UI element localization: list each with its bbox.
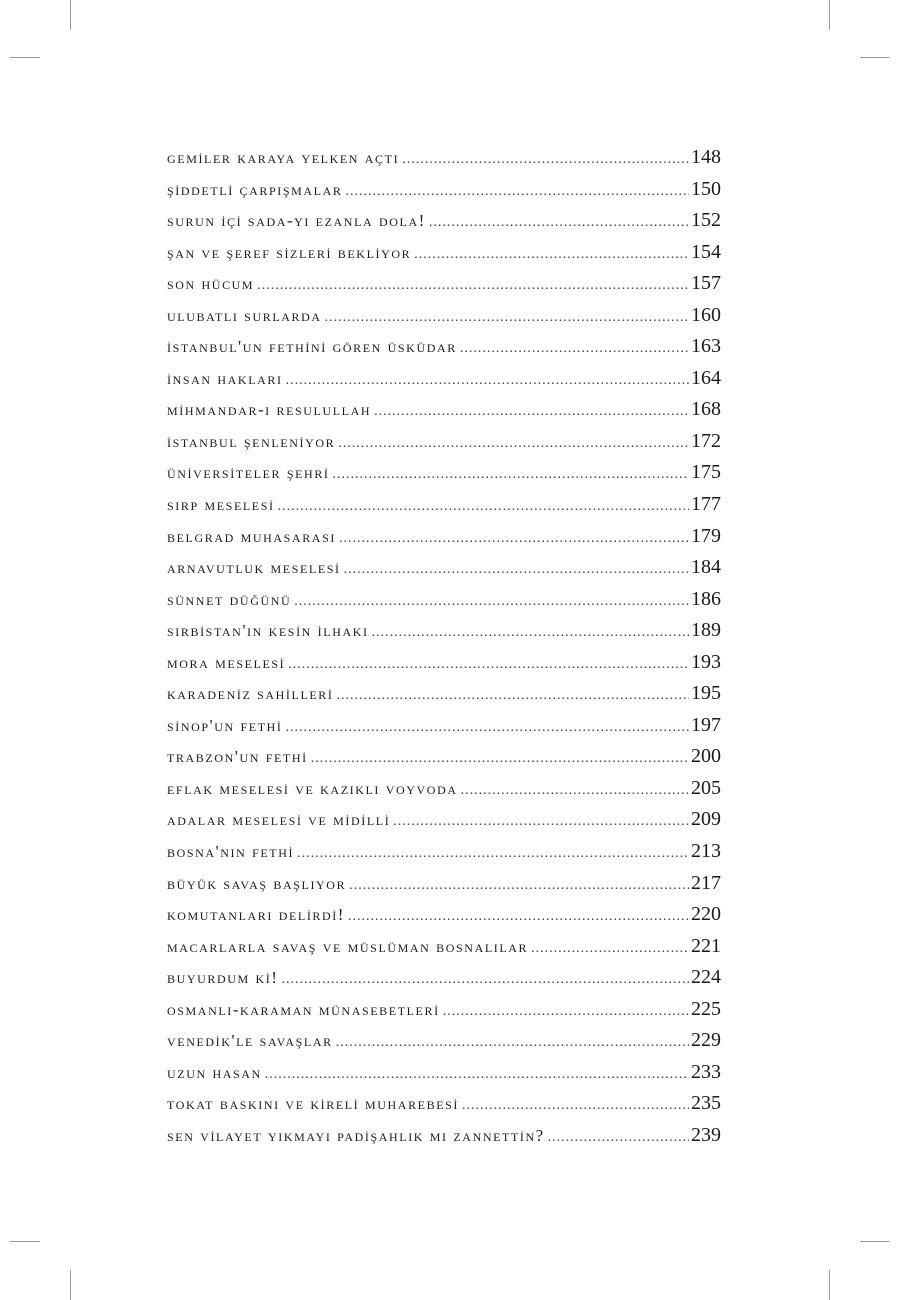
toc-page-number: 229 (691, 1029, 721, 1052)
toc-entry-title: i̇stanbul'un fethi̇ni̇ gören üsküdar (167, 337, 457, 357)
toc-dot-leader (257, 278, 689, 294)
toc-dot-leader (460, 341, 689, 357)
toc-entry (167, 304, 721, 336)
toc-dot-leader (297, 846, 689, 862)
toc-dot-leader (393, 814, 689, 830)
toc-entry (167, 1124, 721, 1156)
toc-page-number: 163 (691, 335, 721, 358)
toc-entry-title: karadeni̇z sahi̇lleri̇ (167, 684, 334, 704)
toc-page-number: 184 (691, 556, 721, 579)
toc-dot-leader (333, 467, 689, 483)
toc-dot-leader (344, 562, 689, 578)
crop-mark-top-left (70, 0, 71, 30)
toc-entry (167, 209, 721, 241)
toc-entry (167, 840, 721, 872)
toc-dot-leader (294, 594, 689, 610)
toc-entry (167, 682, 721, 714)
table-of-contents (167, 146, 721, 1156)
toc-entry (167, 146, 721, 178)
toc-entry-title: sen vi̇layet yikmayi padi̇şahlik mi zannetti̇n? (167, 1125, 545, 1145)
crop-mark-top-right (829, 0, 830, 30)
toc-dot-leader (374, 404, 689, 420)
toc-entry (167, 525, 721, 557)
toc-page-number: 157 (691, 272, 721, 295)
toc-dot-leader (282, 972, 690, 988)
toc-entry-title: eflak meselesi̇ ve kazikli voyvoda (167, 778, 458, 798)
toc-dot-leader (338, 436, 689, 452)
toc-page-number: 205 (691, 776, 721, 799)
crop-mark-left-lower (10, 1241, 40, 1242)
toc-entry-title: sirp meselesi̇ (167, 495, 275, 515)
toc-entry-title: şan ve şeref si̇zleri̇ bekli̇yor (167, 242, 412, 262)
toc-entry-title: mi̇hmandar-i resulullah (167, 400, 372, 420)
toc-dot-leader (429, 215, 689, 231)
toc-page-number: 235 (691, 1092, 721, 1115)
toc-entry (167, 367, 721, 399)
toc-entry-title: trabzon'un fethi̇ (167, 747, 308, 767)
toc-page-number: 177 (691, 493, 721, 516)
toc-entry (167, 398, 721, 430)
toc-dot-leader (278, 499, 689, 515)
toc-dot-leader (286, 720, 689, 736)
toc-dot-leader (531, 941, 689, 957)
toc-entry (167, 651, 721, 683)
crop-mark-bottom-left (70, 1270, 71, 1300)
toc-entry (167, 1029, 721, 1061)
toc-entry-title: gemi̇ler karaya yelken açti (167, 148, 400, 167)
toc-page-number: 154 (691, 240, 721, 263)
toc-entry-title: uzun hasan (167, 1062, 262, 1082)
toc-dot-leader (402, 152, 689, 168)
toc-dot-leader (443, 1004, 689, 1020)
toc-entry-title: bosna'nin fethi̇ (167, 842, 295, 862)
toc-dot-leader (349, 878, 689, 894)
toc-dot-leader (286, 373, 689, 389)
toc-entry-title: venedi̇k'le savaşlar (167, 1031, 333, 1051)
crop-mark-bottom-right (829, 1270, 830, 1300)
toc-dot-leader (348, 909, 689, 925)
toc-entry-title: belgrad muhasarasi (167, 526, 336, 546)
toc-entry (167, 430, 721, 462)
toc-entry (167, 1092, 721, 1124)
toc-entry (167, 998, 721, 1030)
toc-entry-title: şi̇ddetli̇ çarpişmalar (167, 179, 343, 199)
toc-page-number: 197 (691, 713, 721, 736)
toc-dot-leader (414, 247, 689, 263)
toc-page-number: 148 (691, 146, 721, 168)
toc-page-number: 239 (691, 1123, 721, 1146)
toc-entry (167, 588, 721, 620)
toc-entry-title: arnavutluk meselesi̇ (167, 558, 341, 578)
toc-page-number: 150 (691, 177, 721, 200)
toc-dot-leader (288, 657, 689, 673)
toc-entry (167, 493, 721, 525)
toc-entry-title: surun i̇çi̇ sada-yi ezanla dola! (167, 211, 426, 231)
crop-mark-right-lower (860, 1241, 890, 1242)
toc-entry (167, 241, 721, 273)
toc-page-number: 233 (691, 1060, 721, 1083)
toc-entry-title: komutanlari deli̇rdi̇! (167, 905, 345, 925)
toc-entry-title: i̇nsan haklari (167, 368, 283, 388)
toc-page-number: 160 (691, 303, 721, 326)
toc-entry-title: büyük savaş başliyor (167, 873, 347, 893)
toc-page-number: 175 (691, 461, 721, 484)
crop-mark-right-upper (860, 57, 890, 58)
toc-entry-title: i̇stanbul şenleni̇yor (167, 431, 336, 451)
toc-entry (167, 556, 721, 588)
toc-page-number: 179 (691, 524, 721, 547)
toc-page-number: 195 (691, 682, 721, 705)
toc-entry (167, 935, 721, 967)
toc-entry-title: buyurdum ki̇! (167, 968, 279, 988)
toc-dot-leader (548, 1130, 689, 1146)
toc-dot-leader (462, 1098, 689, 1114)
toc-page-number: 209 (691, 808, 721, 831)
toc-page-number: 152 (691, 209, 721, 232)
toc-entry (167, 808, 721, 840)
toc-entry (167, 745, 721, 777)
toc-dot-leader (265, 1067, 689, 1083)
toc-entry (167, 872, 721, 904)
toc-page-number: 224 (691, 966, 721, 989)
toc-entry-title: son hücum (167, 274, 255, 294)
toc-dot-leader (325, 310, 689, 326)
toc-entry-title: tokat baskini ve ki̇reli̇ muharebesi̇ (167, 1094, 460, 1114)
toc-dot-leader (345, 184, 689, 200)
toc-page-number: 221 (691, 934, 721, 957)
toc-page-number: 217 (691, 871, 721, 894)
toc-page-number: 164 (691, 366, 721, 389)
toc-entry (167, 777, 721, 809)
toc-entry (167, 335, 721, 367)
toc-page-number: 186 (691, 587, 721, 610)
toc-dot-leader (339, 531, 689, 547)
toc-entry-title: macarlarla savaş ve müslüman bosnalilar (167, 936, 529, 956)
toc-entry-title: si̇nop'un fethi̇ (167, 715, 283, 735)
toc-page-number: 172 (691, 429, 721, 452)
toc-dot-leader (337, 688, 689, 704)
crop-mark-left-upper (10, 57, 40, 58)
toc-entry (167, 966, 721, 998)
toc-entry-title: mora meselesi̇ (167, 652, 286, 672)
toc-entry-title: adalar meselesi̇ ve mi̇di̇lli̇ (167, 810, 391, 830)
toc-entry (167, 178, 721, 210)
toc-dot-leader (461, 783, 689, 799)
toc-page-number: 189 (691, 619, 721, 642)
toc-entry (167, 461, 721, 493)
toc-entry-title: sünnet düğünü (167, 589, 292, 609)
toc-entry-title: üni̇versi̇teler şehri̇ (167, 463, 330, 483)
toc-entry (167, 272, 721, 304)
toc-dot-leader (372, 625, 689, 641)
toc-page-number: 213 (691, 840, 721, 863)
toc-page-number: 200 (691, 745, 721, 768)
toc-page-number: 225 (691, 997, 721, 1020)
toc-dot-leader (311, 751, 689, 767)
toc-entry-title: ulubatli surlarda (167, 305, 322, 325)
toc-entry (167, 1061, 721, 1093)
toc-dot-leader (336, 1035, 689, 1051)
toc-entry-title: osmanli-karaman münasebetleri̇ (167, 999, 440, 1019)
toc-page-number: 168 (691, 398, 721, 421)
toc-entry (167, 619, 721, 651)
toc-entry (167, 903, 721, 935)
toc-page-number: 193 (691, 650, 721, 673)
toc-entry-title: sirbi̇stan'in kesi̇n i̇lhaki (167, 621, 369, 641)
toc-entry (167, 714, 721, 746)
toc-page-number: 220 (691, 903, 721, 926)
